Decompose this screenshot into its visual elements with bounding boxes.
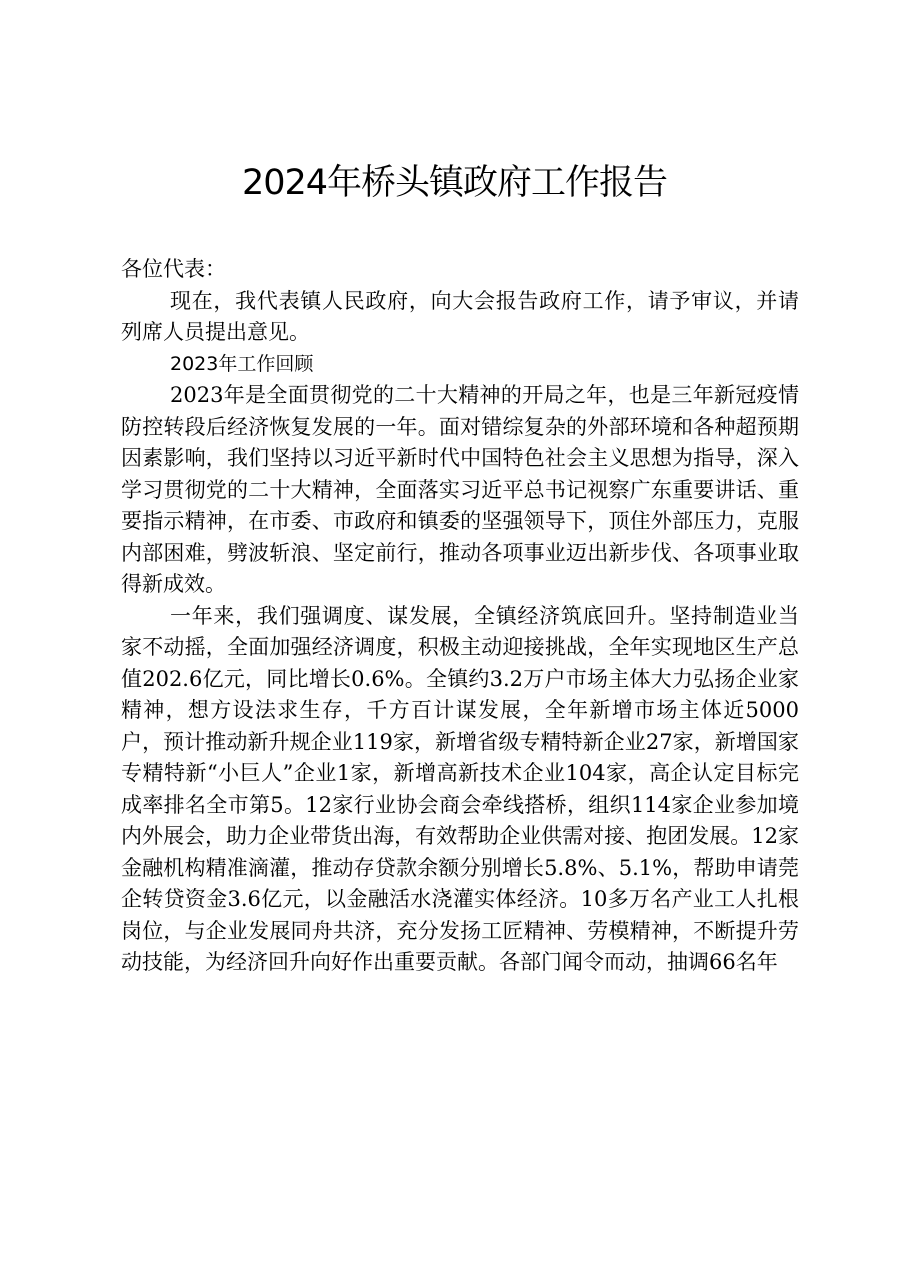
- section-heading: 2023年工作回顾: [170, 352, 314, 375]
- body-paragraph: 2023年是全面贯彻党的二十大精神的开局之年，也是三年新冠疫情防控转段后经济恢复发展的一年。面对错综复杂的外部环境和各种超预期因素影响，我们坚持以习近平新时代中国特色社会主义思想为指导，深入学习贯彻党的二十大精神，全面落实习近平总书记视察广东重要讲话、重要指示精神，在市委、市政府和镇委的坚强领导下，顶住外部压力，克服内部困难，劈波斩浪、坚定前行，推动各项事业迈出新步伐、各项事业取得新成效。: [121, 383, 799, 596]
- salutation: 各位代表：: [121, 257, 226, 281]
- document-title: 2024年桥头镇政府工作报告: [241, 163, 668, 203]
- document-body: [121, 254, 799, 979]
- opening-paragraph: 现在，我代表镇人民政府，向大会报告政府工作，请予审议，并请列席人员提出意见。: [121, 288, 799, 344]
- body-paragraph: 一年来，我们强调度、谋发展，全镇经济筑底回升。坚持制造业当家不动摇，全面加强经济调度，积极主动迎接挑战，全年实现地区生产总值202.6亿元，同比增长0.6%。全镇约3.2万户市场主体大力弘扬企业家精神，想方设法求生存，千方百计谋发展，全年新增市场主体近5000户，预计推动新升规企业119家，新增省级专精特新企业27家，新增国家专精特新“小巨人”企业1家，新增高新技术企业104家，高企认定目标完成率排名全市第5。12家行业协会商会牵线搭桥，组织114家企业参加境内外展会，助力企业带货出海，有效帮助企业供需对接、抱团发展。12家金融机构精准滴灌，推动存贷款余额分别增长5.8%、5.1%，帮助申请莞企转贷资金3.6亿元，以金融活水浇灌实体经济。10多万名产业工人扎根岗位，与企业发展同舟共济，充分发扬工匠精神、劳模精神，不断提升劳动技能，为经济回升向好作出重要贡献。各部门闻令而动，抽调66名年: [121, 603, 799, 974]
